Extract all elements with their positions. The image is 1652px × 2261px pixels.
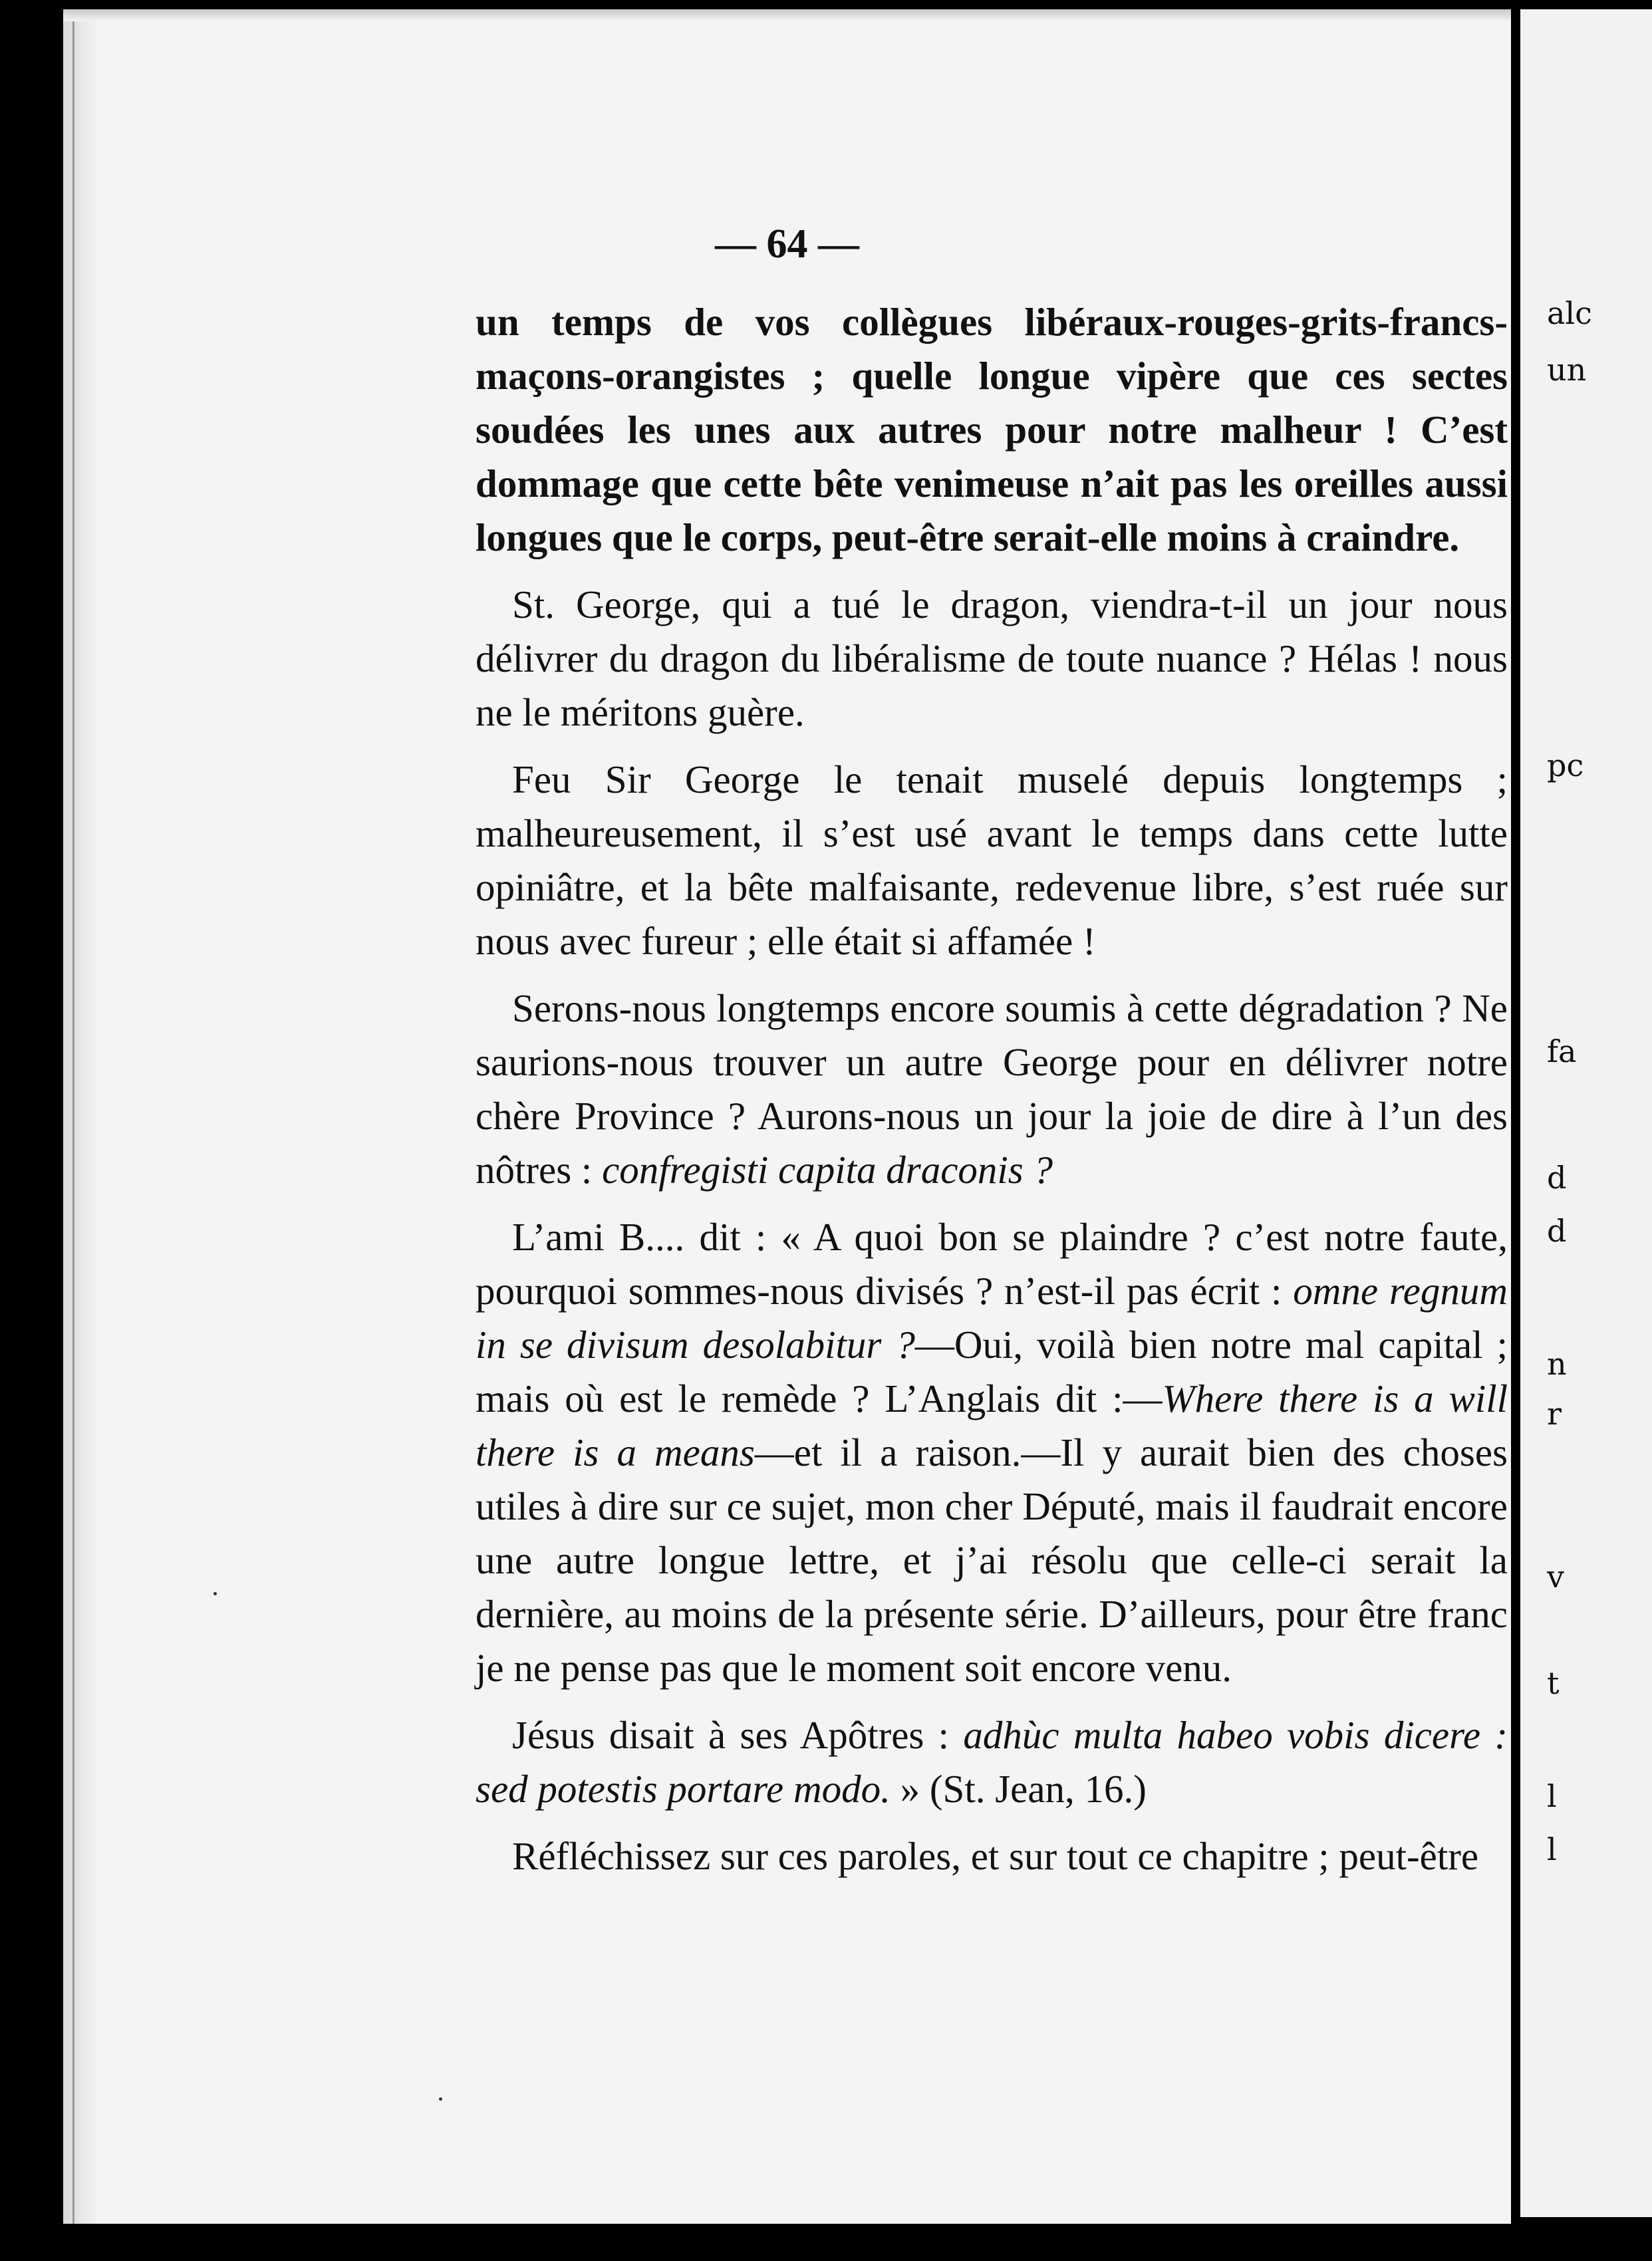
paragraph-4 — [476, 982, 1508, 1197]
latin-quotation: omne regnum in se divisum desolabitur ? — [476, 1269, 1508, 1367]
page-top-edge — [63, 9, 1511, 21]
book-page-64 — [63, 9, 1511, 2224]
page-number: — 64 — — [715, 221, 859, 267]
paper-speck — [213, 1592, 217, 1595]
paragraph-1 — [476, 295, 1508, 565]
paragraph-text: —et il a raison.—Il y aurait bien des choses utiles à dire sur ce sujet, mon cher Député, mais il faudrait encore une autre longue lettre, et j’ai résolu que celle-ci serait la dernière, au moins de la présente série. D’ailleurs, pour être franc je ne pense pas que le moment soit encore venu. — [476, 1430, 1508, 1690]
paragraph-text: Réfléchissez sur ces paroles, et sur tout ce chapitre ; peut-être — [512, 1834, 1479, 1878]
citation: » (St. Jean, 16.) — [890, 1767, 1147, 1811]
paragraph-3 — [476, 753, 1508, 968]
paragraph-text: L’ami B.... dit : « A quoi bon se plaindre ? c’est notre faute, pourquoi sommes-nous divisés ? n’est-il pas écrit : — [476, 1215, 1508, 1313]
paragraph-text: Jésus disait à ses Apôtres : — [512, 1713, 964, 1757]
facing-page-fragment: n — [1547, 1346, 1567, 1382]
facing-page-fragment: r — [1547, 1396, 1562, 1432]
page-edge-rule — [72, 9, 74, 2224]
facing-page-fragment: t — [1547, 1665, 1560, 1701]
facing-page-fragment: alc — [1547, 295, 1592, 331]
paragraph-7 — [476, 1829, 1508, 1883]
facing-page-fragment: d — [1547, 1213, 1567, 1249]
english-quotation: Where there is a will there is a means — [476, 1377, 1508, 1474]
facing-page-edge — [1520, 9, 1652, 2217]
facing-page-fragment: d — [1547, 1160, 1567, 1196]
paragraph-text: Serons-nous longtemps encore soumis à cette dégradation ? Ne saurions-nous trouver un autre George pour en délivrer notre chère Province ? Aurons-nous un jour la joie de dire à l’un des nôtres : — [476, 986, 1508, 1192]
paragraph-text: —Oui, voilà bien notre mal capital ; mais où est le remède ? L’Anglais dit :— — [476, 1323, 1508, 1420]
facing-page-fragment: l — [1547, 1831, 1557, 1867]
latin-quotation: adhùc multa habeo vobis dicere : sed potestis portare modo. — [476, 1713, 1508, 1811]
paragraph-6 — [476, 1708, 1508, 1816]
paragraph-text: Feu Sir George le tenait muselé depuis longtemps ; malheureusement, il s’est usé avant le temps dans cette lutte opiniâtre, et la bête malfaisante, redevenue libre, s’est ruée sur nous avec fureur ; elle était si affamée ! — [476, 757, 1508, 963]
body-text — [476, 295, 1508, 1897]
facing-page-fragment: fa — [1547, 1033, 1577, 1069]
paragraph-5 — [476, 1210, 1508, 1695]
paragraph-2 — [476, 578, 1508, 739]
facing-page-fragment: pc — [1547, 747, 1584, 783]
facing-page-fragment: l — [1547, 1778, 1557, 1814]
paper-speck — [439, 2097, 442, 2101]
paragraph-text: St. George, qui a tué le dragon, viendra-t-il un jour nous délivrer du dragon du libéralisme de toute nuance ? Hélas ! nous ne le méritons guère. — [476, 583, 1508, 734]
page-gutter — [1511, 0, 1520, 2261]
page-binding-shadow — [63, 9, 96, 2224]
facing-page-fragment: v — [1547, 1559, 1564, 1595]
facing-page-fragment: un — [1547, 352, 1587, 388]
paragraph-text: un temps de vos collègues libéraux-rouges-grits-francs-maçons-orangistes ; quelle longue vipère que ces sectes soudées les unes aux autres pour notre malheur ! C’est dommage que cette bête venimeuse n’ait pas les oreilles aussi longues que le corps, peut-être serait-elle moins à craindre. — [476, 300, 1508, 559]
latin-quotation: confregisti capita draconis ? — [602, 1148, 1053, 1192]
